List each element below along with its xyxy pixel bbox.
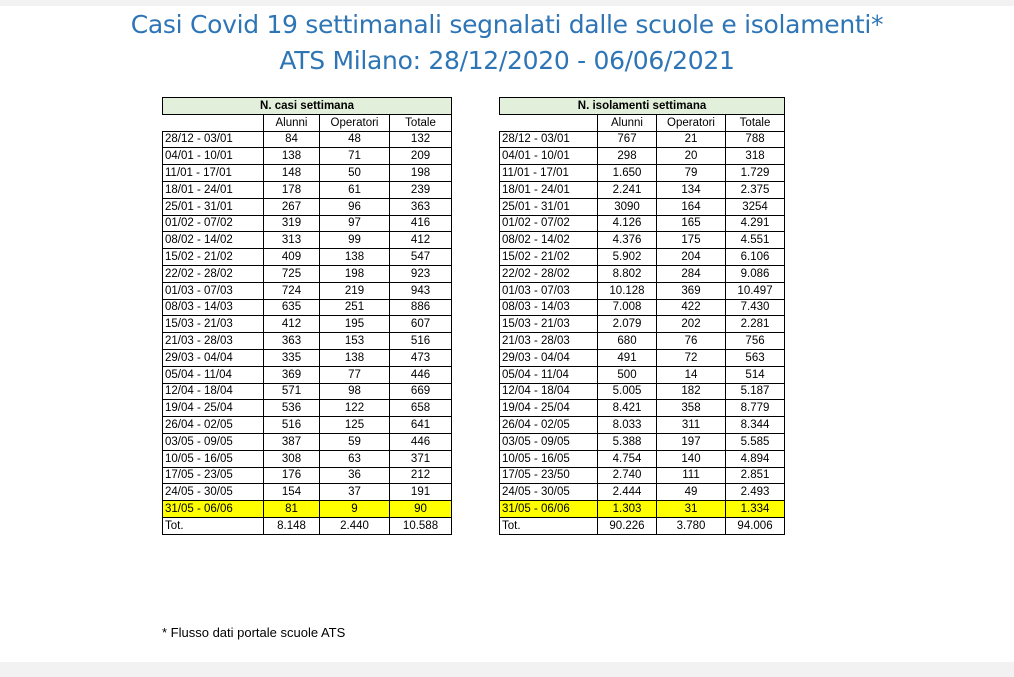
isolation-table-body — [500, 131, 785, 534]
value-cell: 788 — [726, 131, 785, 148]
table-row — [500, 383, 785, 400]
isolation-table-header: N. isolamenti settimana — [500, 98, 785, 115]
table-row — [163, 299, 452, 316]
value-cell: 125 — [320, 417, 390, 434]
value-cell: 756 — [726, 333, 785, 350]
week-cell: 24/05 - 30/05 — [163, 484, 264, 501]
value-cell: 669 — [390, 383, 452, 400]
week-cell: 03/05 - 09/05 — [163, 433, 264, 450]
week-cell: 29/03 - 04/04 — [163, 349, 264, 366]
value-cell: 202 — [657, 316, 726, 333]
value-cell: 1.650 — [598, 165, 657, 182]
slide — [0, 6, 1014, 662]
value-cell: 641 — [390, 417, 452, 434]
table-row — [163, 400, 452, 417]
table-row — [163, 316, 452, 333]
column-header-alunni: Alunni — [264, 114, 320, 131]
table-row — [500, 501, 785, 518]
value-cell: 514 — [726, 366, 785, 383]
value-cell: 2.241 — [598, 181, 657, 198]
table-row — [163, 232, 452, 249]
value-cell: 5.187 — [726, 383, 785, 400]
value-cell: 96 — [320, 198, 390, 215]
value-cell: 267 — [264, 198, 320, 215]
week-cell: 11/01 - 17/01 — [163, 165, 264, 182]
value-cell: 97 — [320, 215, 390, 232]
value-cell: 886 — [390, 299, 452, 316]
week-cell: 26/04 - 02/05 — [500, 417, 598, 434]
value-cell: 725 — [264, 265, 320, 282]
value-cell: 1.303 — [598, 501, 657, 518]
value-cell: 191 — [390, 484, 452, 501]
value-cell: 5.388 — [598, 433, 657, 450]
value-cell: 358 — [657, 400, 726, 417]
cases-table-body — [163, 131, 452, 534]
week-cell: 22/02 - 28/02 — [500, 265, 598, 282]
table-row — [163, 131, 452, 148]
isolation-table — [499, 97, 785, 535]
value-cell: 422 — [657, 299, 726, 316]
footnote: * Flusso dati portale scuole ATS — [162, 625, 346, 640]
value-cell: 943 — [390, 282, 452, 299]
value-cell: 446 — [390, 433, 452, 450]
total-value: 3.780 — [657, 517, 726, 534]
week-cell: 15/03 - 21/03 — [163, 316, 264, 333]
value-cell: 10.128 — [598, 282, 657, 299]
page-subtitle: ATS Milano: 28/12/2020 - 06/06/2021 — [279, 46, 735, 75]
value-cell: 298 — [598, 148, 657, 165]
value-cell: 49 — [657, 484, 726, 501]
value-cell: 3254 — [726, 198, 785, 215]
value-cell: 5.585 — [726, 433, 785, 450]
value-cell: 8.344 — [726, 417, 785, 434]
total-row — [163, 517, 452, 534]
value-cell: 2.375 — [726, 181, 785, 198]
value-cell: 563 — [726, 349, 785, 366]
table-row — [500, 249, 785, 266]
value-cell: 724 — [264, 282, 320, 299]
value-cell: 10.497 — [726, 282, 785, 299]
table-row — [163, 467, 452, 484]
value-cell: 2.281 — [726, 316, 785, 333]
value-cell: 212 — [390, 467, 452, 484]
value-cell: 412 — [264, 316, 320, 333]
table-row — [500, 148, 785, 165]
value-cell: 491 — [598, 349, 657, 366]
value-cell: 4.291 — [726, 215, 785, 232]
value-cell: 9.086 — [726, 265, 785, 282]
table-row — [163, 349, 452, 366]
table-row — [163, 249, 452, 266]
value-cell: 122 — [320, 400, 390, 417]
value-cell: 516 — [264, 417, 320, 434]
table-row — [163, 148, 452, 165]
value-cell: 473 — [390, 349, 452, 366]
value-cell: 48 — [320, 131, 390, 148]
total-value: 10.588 — [390, 517, 452, 534]
value-cell: 178 — [264, 181, 320, 198]
value-cell: 76 — [657, 333, 726, 350]
week-cell: 18/01 - 24/01 — [163, 181, 264, 198]
value-cell: 148 — [264, 165, 320, 182]
week-cell: 08/02 - 14/02 — [500, 232, 598, 249]
table-row — [500, 165, 785, 182]
value-cell: 318 — [726, 148, 785, 165]
value-cell: 409 — [264, 249, 320, 266]
table-row — [163, 433, 452, 450]
table-row — [500, 400, 785, 417]
table-row — [500, 131, 785, 148]
value-cell: 4.551 — [726, 232, 785, 249]
value-cell: 1.334 — [726, 501, 785, 518]
value-cell: 680 — [598, 333, 657, 350]
cases-table — [162, 97, 452, 535]
value-cell: 154 — [264, 484, 320, 501]
value-cell: 8.421 — [598, 400, 657, 417]
total-label: Tot. — [500, 517, 598, 534]
value-cell: 371 — [390, 450, 452, 467]
cases-table-header: N. casi settimana — [163, 98, 452, 115]
week-cell: 10/05 - 16/05 — [163, 450, 264, 467]
value-cell: 412 — [390, 232, 452, 249]
value-cell: 138 — [320, 349, 390, 366]
value-cell: 8.033 — [598, 417, 657, 434]
table-row — [500, 467, 785, 484]
week-cell: 01/03 - 07/03 — [163, 282, 264, 299]
value-cell: 204 — [657, 249, 726, 266]
value-cell: 923 — [390, 265, 452, 282]
table-row — [500, 433, 785, 450]
value-cell: 335 — [264, 349, 320, 366]
table-row — [163, 198, 452, 215]
table-row — [500, 181, 785, 198]
value-cell: 516 — [390, 333, 452, 350]
week-cell: 05/04 - 11/04 — [163, 366, 264, 383]
table-row — [163, 417, 452, 434]
value-cell: 37 — [320, 484, 390, 501]
value-cell: 195 — [320, 316, 390, 333]
value-cell: 99 — [320, 232, 390, 249]
value-cell: 21 — [657, 131, 726, 148]
table-row — [500, 299, 785, 316]
column-header-totale: Totale — [390, 114, 452, 131]
value-cell: 363 — [390, 198, 452, 215]
value-cell: 20 — [657, 148, 726, 165]
week-cell: 05/04 - 11/04 — [500, 366, 598, 383]
value-cell: 81 — [264, 501, 320, 518]
week-cell: 17/05 - 23/50 — [500, 467, 598, 484]
week-cell: 26/04 - 02/05 — [163, 417, 264, 434]
table-row — [500, 333, 785, 350]
table-row — [500, 349, 785, 366]
value-cell: 84 — [264, 131, 320, 148]
table-row — [163, 484, 452, 501]
value-cell: 4.754 — [598, 450, 657, 467]
table-row — [163, 366, 452, 383]
value-cell: 140 — [657, 450, 726, 467]
week-cell: 08/03 - 14/03 — [500, 299, 598, 316]
table-row — [163, 215, 452, 232]
week-cell: 21/03 - 28/03 — [500, 333, 598, 350]
blank-header-cell — [500, 114, 598, 131]
table-row — [500, 417, 785, 434]
table-row — [163, 333, 452, 350]
value-cell: 2.740 — [598, 467, 657, 484]
week-cell: 28/12 - 03/01 — [163, 131, 264, 148]
value-cell: 500 — [598, 366, 657, 383]
value-cell: 8.779 — [726, 400, 785, 417]
value-cell: 658 — [390, 400, 452, 417]
week-cell: 29/03 - 04/04 — [500, 349, 598, 366]
value-cell: 153 — [320, 333, 390, 350]
page-title: Casi Covid 19 settimanali segnalati dalle scuole e isolamenti* — [130, 10, 884, 39]
value-cell: 416 — [390, 215, 452, 232]
value-cell: 5.902 — [598, 249, 657, 266]
value-cell: 90 — [390, 501, 452, 518]
week-cell: 17/05 - 23/05 — [163, 467, 264, 484]
value-cell: 197 — [657, 433, 726, 450]
week-cell: 22/02 - 28/02 — [163, 265, 264, 282]
table-row — [163, 181, 452, 198]
week-cell: 10/05 - 16/05 — [500, 450, 598, 467]
total-value: 94.006 — [726, 517, 785, 534]
table-row — [163, 501, 452, 518]
value-cell: 36 — [320, 467, 390, 484]
value-cell: 446 — [390, 366, 452, 383]
value-cell: 198 — [320, 265, 390, 282]
week-cell: 01/02 - 07/02 — [163, 215, 264, 232]
value-cell: 98 — [320, 383, 390, 400]
value-cell: 284 — [657, 265, 726, 282]
value-cell: 164 — [657, 198, 726, 215]
week-cell: 25/01 - 31/01 — [163, 198, 264, 215]
week-cell: 15/02 - 21/02 — [500, 249, 598, 266]
value-cell: 2.079 — [598, 316, 657, 333]
column-header-operatori: Operatori — [657, 114, 726, 131]
value-cell: 182 — [657, 383, 726, 400]
week-cell: 11/01 - 17/01 — [500, 165, 598, 182]
table-row — [500, 450, 785, 467]
week-cell: 21/03 - 28/03 — [163, 333, 264, 350]
value-cell: 111 — [657, 467, 726, 484]
value-cell: 571 — [264, 383, 320, 400]
value-cell: 9 — [320, 501, 390, 518]
value-cell: 5.005 — [598, 383, 657, 400]
week-cell: 03/05 - 09/05 — [500, 433, 598, 450]
value-cell: 59 — [320, 433, 390, 450]
value-cell: 79 — [657, 165, 726, 182]
total-value: 8.148 — [264, 517, 320, 534]
table-row — [163, 282, 452, 299]
value-cell: 369 — [264, 366, 320, 383]
value-cell: 219 — [320, 282, 390, 299]
value-cell: 319 — [264, 215, 320, 232]
value-cell: 2.444 — [598, 484, 657, 501]
table-row — [163, 265, 452, 282]
value-cell: 536 — [264, 400, 320, 417]
blank-header-cell — [163, 114, 264, 131]
table-row — [500, 198, 785, 215]
value-cell: 1.729 — [726, 165, 785, 182]
value-cell: 209 — [390, 148, 452, 165]
value-cell: 313 — [264, 232, 320, 249]
table-row — [500, 484, 785, 501]
value-cell: 6.106 — [726, 249, 785, 266]
total-row — [500, 517, 785, 534]
value-cell: 7.008 — [598, 299, 657, 316]
value-cell: 14 — [657, 366, 726, 383]
table-row — [500, 316, 785, 333]
week-cell: 04/01 - 10/01 — [500, 148, 598, 165]
table-row — [163, 450, 452, 467]
table-row — [500, 282, 785, 299]
week-cell: 19/04 - 25/04 — [500, 400, 598, 417]
value-cell: 138 — [264, 148, 320, 165]
value-cell: 311 — [657, 417, 726, 434]
column-header-alunni: Alunni — [598, 114, 657, 131]
value-cell: 63 — [320, 450, 390, 467]
week-cell: 18/01 - 24/01 — [500, 181, 598, 198]
week-cell: 01/02 - 07/02 — [500, 215, 598, 232]
value-cell: 132 — [390, 131, 452, 148]
week-cell: 08/02 - 14/02 — [163, 232, 264, 249]
value-cell: 7.430 — [726, 299, 785, 316]
value-cell: 176 — [264, 467, 320, 484]
value-cell: 4.126 — [598, 215, 657, 232]
value-cell: 50 — [320, 165, 390, 182]
week-cell: 12/04 - 18/04 — [500, 383, 598, 400]
value-cell: 198 — [390, 165, 452, 182]
table-row — [500, 215, 785, 232]
value-cell: 239 — [390, 181, 452, 198]
value-cell: 4.376 — [598, 232, 657, 249]
value-cell: 635 — [264, 299, 320, 316]
week-cell: 31/05 - 06/06 — [500, 501, 598, 518]
value-cell: 2.851 — [726, 467, 785, 484]
value-cell: 387 — [264, 433, 320, 450]
value-cell: 308 — [264, 450, 320, 467]
value-cell: 165 — [657, 215, 726, 232]
value-cell: 363 — [264, 333, 320, 350]
week-cell: 15/02 - 21/02 — [163, 249, 264, 266]
value-cell: 77 — [320, 366, 390, 383]
value-cell: 767 — [598, 131, 657, 148]
week-cell: 28/12 - 03/01 — [500, 131, 598, 148]
table-row — [163, 383, 452, 400]
table-row — [500, 366, 785, 383]
table-row — [163, 165, 452, 182]
column-header-totale: Totale — [726, 114, 785, 131]
column-header-operatori: Operatori — [320, 114, 390, 131]
week-cell: 12/04 - 18/04 — [163, 383, 264, 400]
value-cell: 4.894 — [726, 450, 785, 467]
week-cell: 04/01 - 10/01 — [163, 148, 264, 165]
total-value: 90.226 — [598, 517, 657, 534]
week-cell: 31/05 - 06/06 — [163, 501, 264, 518]
week-cell: 25/01 - 31/01 — [500, 198, 598, 215]
value-cell: 2.493 — [726, 484, 785, 501]
value-cell: 134 — [657, 181, 726, 198]
week-cell: 01/03 - 07/03 — [500, 282, 598, 299]
value-cell: 547 — [390, 249, 452, 266]
week-cell: 15/03 - 21/03 — [500, 316, 598, 333]
table-row — [500, 265, 785, 282]
value-cell: 8.802 — [598, 265, 657, 282]
value-cell: 72 — [657, 349, 726, 366]
value-cell: 3090 — [598, 198, 657, 215]
value-cell: 175 — [657, 232, 726, 249]
value-cell: 607 — [390, 316, 452, 333]
week-cell: 24/05 - 30/05 — [500, 484, 598, 501]
week-cell: 08/03 - 14/03 — [163, 299, 264, 316]
value-cell: 251 — [320, 299, 390, 316]
total-label: Tot. — [163, 517, 264, 534]
value-cell: 138 — [320, 249, 390, 266]
value-cell: 31 — [657, 501, 726, 518]
value-cell: 369 — [657, 282, 726, 299]
value-cell: 71 — [320, 148, 390, 165]
week-cell: 19/04 - 25/04 — [163, 400, 264, 417]
total-value: 2.440 — [320, 517, 390, 534]
table-row — [500, 232, 785, 249]
value-cell: 61 — [320, 181, 390, 198]
